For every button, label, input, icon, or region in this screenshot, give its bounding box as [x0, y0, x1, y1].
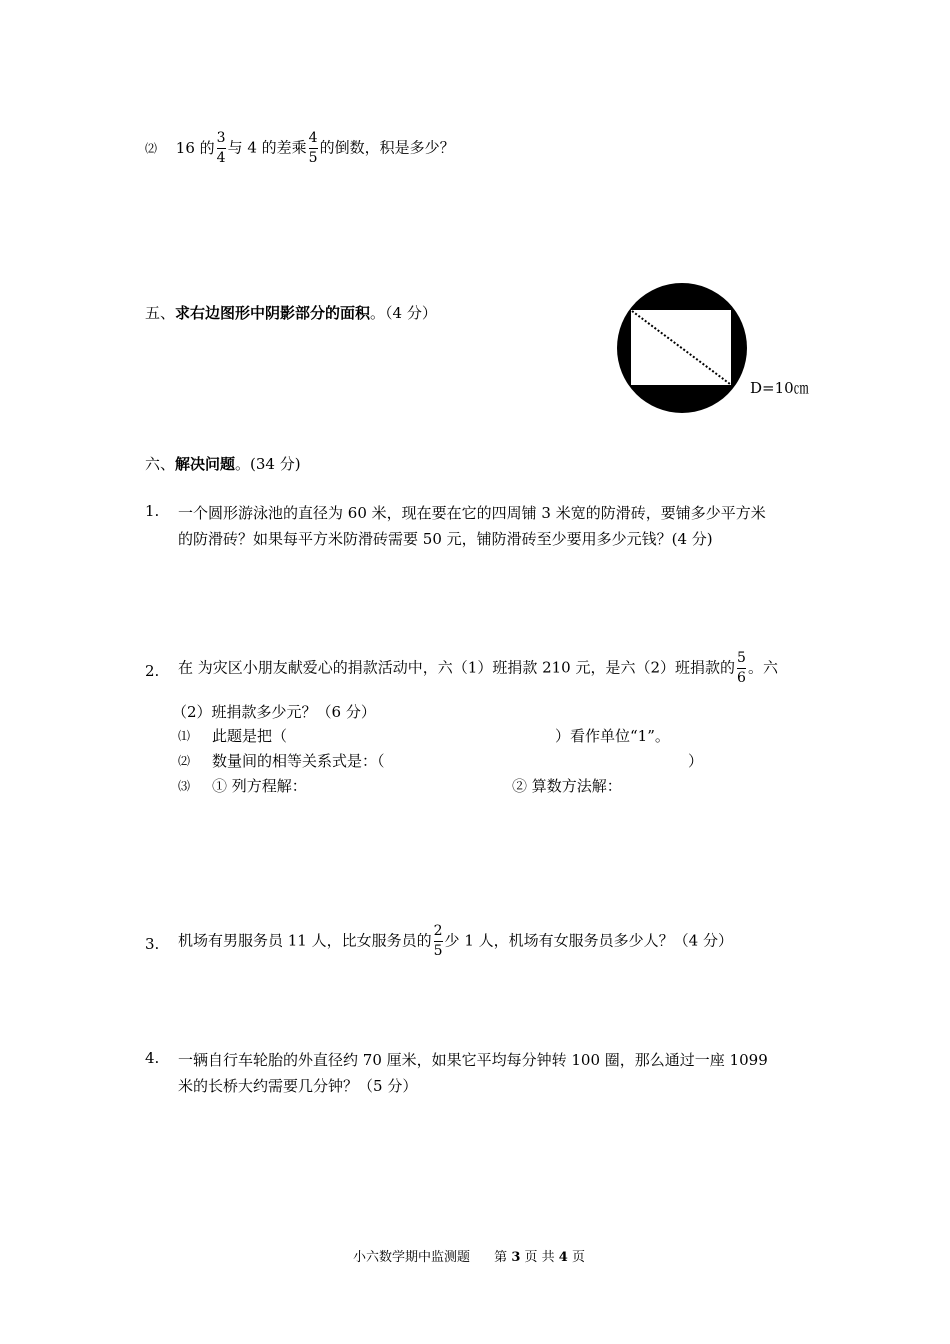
problem-2-fraction: [737, 650, 746, 687]
problem-2-sub1-text-b: ）看作单位“1”。: [555, 727, 670, 745]
problem-4-number: 4.: [145, 1049, 160, 1067]
problem-2-sub1-text-a: 此题是把（: [212, 727, 288, 745]
footer-page-c: 页: [571, 1250, 585, 1265]
problem-3-text-a: 机场有男服务员 11 人，比女服务员的: [178, 931, 432, 950]
problem-3-fraction: [434, 923, 443, 960]
problem-2-sub3-marker: ⑶: [178, 779, 191, 793]
problem-1-line-2: 的防滑砖？如果每平方米防滑砖需要 50 元，铺防滑砖至少要用多少元钱？(4 分): [178, 530, 713, 548]
footer-page-a: 第: [494, 1250, 508, 1265]
fraction-bar: [217, 148, 226, 149]
problem-2-sub3-text-b: ② 算数方法解：: [512, 777, 622, 795]
footer-page-b: 页 共: [524, 1250, 555, 1265]
circle-rectangle-figure: [612, 282, 762, 432]
fraction-denominator: 5: [308, 150, 318, 166]
section5-title: 求右边图形中阴影部分的面积: [175, 304, 371, 322]
fraction-numerator: 3: [216, 130, 226, 146]
problem-2-sub2-text-b: ）: [688, 752, 704, 770]
q4-2-marker: ⑵: [145, 141, 158, 156]
fraction-denominator: 5: [433, 943, 443, 959]
section5-heading: [145, 302, 437, 323]
fraction-denominator: 4: [216, 150, 226, 166]
q4-2-text-1: 16 的: [175, 138, 215, 157]
problem-2-number: 2.: [145, 662, 160, 680]
problem-2-text-b: 。六: [747, 658, 778, 677]
section6-suffix: 。(34 分): [235, 455, 301, 473]
problem-1-line-1: 一个圆形游泳池的直径为 60 米，现在要在它的四周铺 3 米宽的防滑砖，要铺多少平方米: [178, 504, 766, 522]
fraction-numerator: 5: [737, 650, 746, 666]
fraction-bar: [737, 668, 746, 669]
problem-2-sub2-marker: ⑵: [178, 754, 191, 768]
section6-title: 解决问题: [175, 455, 236, 473]
footer-page-number: 3: [511, 1250, 521, 1265]
footer-title: 小六数学期中监测题: [353, 1250, 471, 1265]
problem-2-sub1-marker: ⑴: [178, 729, 191, 743]
fraction-bar: [434, 941, 443, 942]
q4-2-text-3: 的倒数，积是多少？: [319, 138, 455, 157]
figure-diameter-label: D=10㎝: [750, 379, 809, 397]
problem-1-number: 1.: [145, 502, 160, 520]
problem-4-line-2: 米的长桥大约需要几分钟？（5 分）: [178, 1077, 418, 1095]
q4-2-text-2: 与 4 的差乘: [227, 138, 307, 157]
q4-2-fraction-1: [217, 130, 226, 167]
fraction-numerator: 2: [433, 923, 443, 939]
q4-2-fraction-2: [309, 130, 318, 167]
q4-2-line: [145, 130, 455, 167]
section6-prefix: 六、: [145, 455, 176, 473]
fraction-denominator: 6: [737, 670, 746, 686]
section6-heading: [145, 453, 301, 474]
problem-2-line-1: [178, 650, 778, 687]
fraction-bar: [309, 148, 318, 149]
page-footer: [353, 1246, 585, 1265]
problem-2-sub2-text-a: 数量间的相等关系式是：（: [212, 752, 385, 770]
problem-3-line: [178, 923, 733, 960]
section5-suffix: 。（4 分）: [370, 304, 437, 322]
problem-4-line-1: 一辆自行车轮胎的外直径约 70 厘米，如果它平均每分钟转 100 圈，那么通过一座 1099: [178, 1051, 768, 1069]
problem-3-number: 3.: [145, 935, 160, 953]
section5-prefix: 五、: [145, 304, 176, 322]
footer-page-total: 4: [558, 1250, 568, 1265]
problem-2-line-2: （2）班捐款多少元？（6 分）: [172, 703, 376, 721]
problem-2-text-a: 在 为灾区小朋友献爱心的捐款活动中，六（1）班捐款 210 元，是六（2）班捐款的: [178, 658, 736, 677]
problem-3-text-b: 少 1 人，机场有女服务员多少人？（4 分）: [444, 931, 733, 950]
problem-2-sub3-text-a: ① 列方程解：: [212, 777, 307, 795]
fraction-numerator: 4: [308, 130, 318, 146]
